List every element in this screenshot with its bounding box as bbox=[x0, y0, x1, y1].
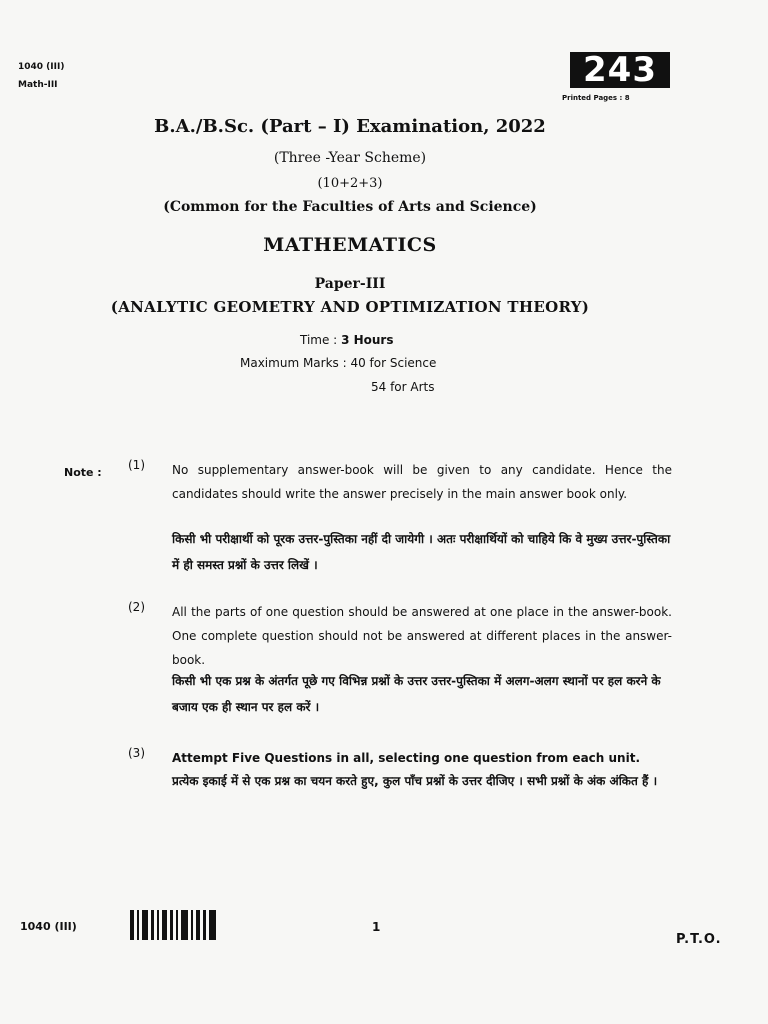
max-marks-science: Maximum Marks : 40 for Science bbox=[240, 356, 437, 370]
barcode bbox=[130, 910, 216, 940]
subject-title: MATHEMATICS bbox=[263, 234, 437, 256]
note-item-number: (3) bbox=[128, 746, 145, 760]
note-item-hindi: प्रत्येक इकाई में से एक प्रश्न का चयन करते हुए, कुल पाँच प्रश्नों के उत्तर दीजिए । सभी प्रश्नों के अंक अंकित हैं । bbox=[172, 774, 658, 788]
note-item-english: Attempt Five Questions in all, selecting one question from each unit. bbox=[172, 751, 640, 765]
exam-pattern: (10+2+3) bbox=[317, 176, 383, 191]
paper-code-line2: Math-III bbox=[18, 80, 58, 90]
note-item-hindi: किसी भी एक प्रश्न के अंतर्गत पूछे गए विभिन्न प्रश्नों के उत्तर उत्तर-पुस्तिका में अलग-अलग स्थानों पर हल करने के बजाय एक ही स्थान पर हल करें । bbox=[172, 674, 661, 714]
page-number: 1 bbox=[372, 920, 381, 934]
pto-label: P.T.O. bbox=[676, 932, 722, 947]
note-item-english: All the parts of one question should be answered at one place in the answer-book. One complete question should not be answered at different places in the answer-book. bbox=[172, 605, 672, 667]
printed-pages: Printed Pages : 8 bbox=[562, 94, 630, 102]
footer-paper-code: 1040 (III) bbox=[20, 920, 77, 933]
paper-number-badge: 243 bbox=[570, 52, 670, 88]
exam-scheme: (Three -Year Scheme) bbox=[273, 150, 427, 166]
time-line bbox=[300, 333, 393, 347]
time-label: Time : bbox=[300, 333, 338, 347]
note-item-number: (2) bbox=[128, 600, 145, 614]
note-item-hindi: किसी भी परीक्षार्थी को पूरक उत्तर-पुस्तिका नहीं दी जायेगी । अतः परीक्षार्थियों को चाहिये कि वे मुख्य उत्तर-पुस्तिका में ही समस्त प्रश्नों के उत्तर लिखें । bbox=[172, 532, 671, 572]
paper-code bbox=[18, 58, 64, 94]
max-marks-arts: 54 for Arts bbox=[371, 380, 435, 394]
paper-title: (ANALYTIC GEOMETRY AND OPTIMIZATION THEORY) bbox=[110, 298, 590, 316]
note-item-english: No supplementary answer-book will be given to any candidate. Hence the candidates should write the answer precisely in the main answer book only. bbox=[172, 463, 672, 501]
paper-label: Paper-III bbox=[314, 276, 386, 292]
note-label: Note : bbox=[64, 466, 102, 479]
time-value: 3 Hours bbox=[341, 333, 394, 347]
exam-title: B.A./B.Sc. (Part – I) Examination, 2022 bbox=[154, 116, 546, 137]
note-item-number: (1) bbox=[128, 458, 145, 472]
faculties-note: (Common for the Faculties of Arts and Science) bbox=[163, 199, 537, 215]
paper-code-line1: 1040 (III) bbox=[18, 62, 65, 72]
